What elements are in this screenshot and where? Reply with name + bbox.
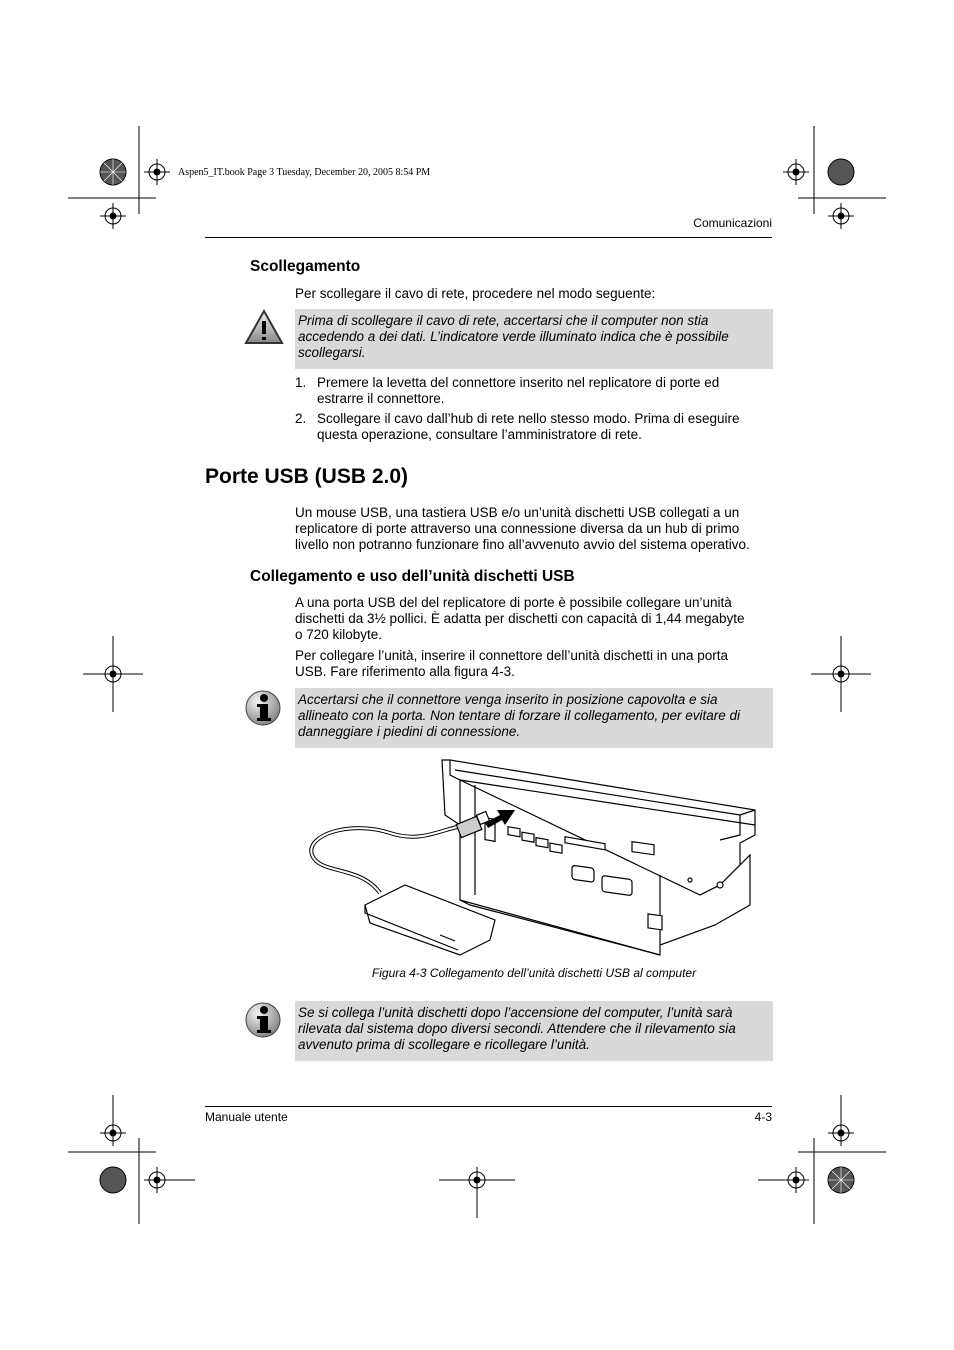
section-title-porte-usb: Porte USB (USB 2.0) (205, 465, 409, 488)
info-icon (244, 1001, 282, 1039)
print-metadata: Aspen5_IT.book Page 3 Tuesday, December 20, 2005 8:54 PM (178, 167, 431, 178)
usb-paragraph: Un mouse USB, una tastiera USB e/o un’unità dischetti USB collegati a un replicatore di porte attraverso una connessione diversa da un hub di primo livello non potranno funzionare fino all’avvenuto avvio del sistema operativo. (295, 505, 750, 552)
warning-line: accedendo a dei dati. L’indicatore verde illuminato indica che è possibile (298, 329, 729, 344)
figure-floppy-usb-illustration (300, 755, 760, 960)
floppy-paragraph-2: Per collegare l’unità, inserire il connettore dell’unità dischetti in una porta USB. Fare riferimento alla figura 4-3. (295, 648, 728, 679)
page-number: 4-3 (754, 1110, 772, 1124)
warning-box (295, 309, 773, 369)
section-title-scollegamento: Scollegamento (250, 258, 361, 275)
floppy-paragraph-1: A una porta USB del del replicatore di porte è possibile collegare un’unità dischetti da 3½ pollici. È adatta per dischetti con capacità di 1,44 megabyte o 720 kilobyte. (295, 595, 745, 642)
intro-text: Per scollegare il cavo di rete, procedere nel modo seguente: (295, 286, 656, 301)
warning-line: scollegarsi. (298, 345, 366, 360)
list-item: 2. Scollegare il cavo dall’hub di rete nello stesso modo. Prima di eseguire questa operazione, consultare l’amministratore di rete. (295, 411, 740, 442)
running-header: Comunicazioni (693, 216, 772, 230)
list-item: 1. Premere la levetta del connettore inserito nel replicatore di porte ed estrarre il connettore. (295, 375, 720, 406)
footer-left: Manuale utente (205, 1110, 288, 1124)
section-title-collegamento: Collegamento e uso dell’unità dischetti USB (250, 568, 575, 585)
footer-rule (205, 1106, 772, 1107)
warning-line: Prima di scollegare il cavo di rete, accertarsi che il computer non stia (298, 313, 709, 328)
note-box-2: Se si collega l’unità dischetti dopo l’accensione del computer, l’unità sarà rilevata dal sistema dopo diversi secondi. Attendere che il rilevamento sia avvenuto prima di scollegare e ricollegare l’unità. (295, 1001, 773, 1061)
figure-caption: Figura 4-3 Collegamento dell’unità dischetti USB al computer (371, 966, 697, 980)
steps-list (295, 375, 775, 447)
note-box-1: Accertarsi che il connettore venga inserito in posizione capovolta e sia allineato con la porta. Non tentare di forzare il collegamento, per evitare di danneggiare i piedini di connessione. (295, 688, 773, 748)
header-rule (205, 237, 772, 238)
info-icon (244, 689, 282, 727)
warning-icon (244, 309, 284, 345)
